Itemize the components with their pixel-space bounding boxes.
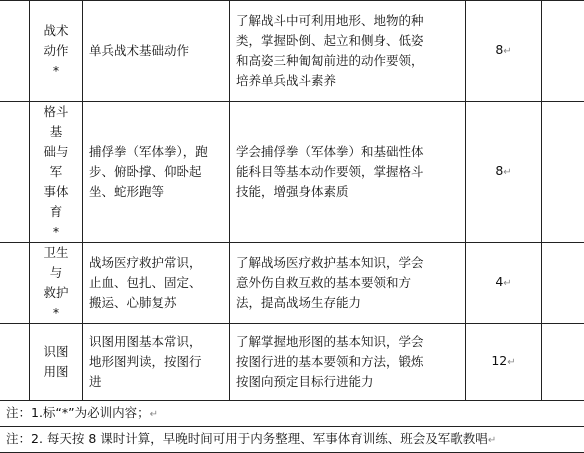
table-row	[0, 324, 584, 401]
blank-cell	[0, 324, 30, 401]
paragraph-mark-icon: ↵	[507, 357, 515, 368]
content-line: 坐、蛇形跑等	[89, 182, 223, 202]
requirement-cell	[230, 1, 466, 102]
note-cell	[0, 427, 584, 453]
note-text: 注：1.标“*”为必训内容；	[6, 405, 150, 420]
blank-cell	[542, 102, 584, 243]
category-line: 格斗基	[34, 102, 78, 142]
requirement-line: 了解战斗中可利用地形、地物的种	[236, 11, 459, 31]
category-line: 卫生与	[34, 243, 78, 283]
content-line: 进	[89, 372, 223, 392]
requirement-line: 能科目等基本动作要领，掌握格斗	[236, 162, 459, 182]
category-line: *	[49, 61, 63, 81]
category-line: 战术	[39, 21, 72, 41]
requirement-line: 培养单兵战斗素养	[236, 71, 459, 91]
requirement-cell	[230, 324, 466, 401]
hours-cell	[466, 243, 542, 324]
paragraph-mark-icon: ↵	[503, 46, 511, 57]
content-line: 单兵战术基础动作	[89, 41, 223, 61]
category-line: 救护	[39, 283, 72, 303]
requirement-line: 类，掌握卧倒、起立和侧身、低姿	[236, 31, 459, 51]
category-cell	[30, 324, 83, 401]
blank-cell	[0, 243, 30, 324]
content-line: 止血、包扎、固定、	[89, 273, 223, 293]
content-cell	[83, 243, 230, 324]
hours-value: 12	[491, 353, 507, 368]
table-row	[0, 243, 584, 324]
blank-cell	[0, 1, 30, 102]
paragraph-mark-icon: ↵	[503, 167, 511, 178]
category-line: 础与军	[34, 142, 78, 182]
content-cell	[83, 102, 230, 243]
category-cell	[30, 1, 83, 102]
category-line: 动作	[39, 41, 72, 61]
hours-value: 4	[495, 274, 503, 289]
content-line: 识图用图基本常识，	[89, 332, 223, 352]
category-line: 用图	[39, 362, 72, 382]
category-line: 识图	[39, 342, 72, 362]
content-line: 战场医疗救护常识，	[89, 253, 223, 273]
requirement-line: 意外伤自救互救的基本要领和方	[236, 273, 459, 293]
content-line: 步、俯卧撑、仰卧起	[89, 162, 223, 182]
requirement-line: 和高姿三种匍匐前进的动作要领，	[236, 51, 459, 71]
blank-cell	[0, 102, 30, 243]
table-row	[0, 102, 584, 243]
category-line: 事体育	[34, 182, 78, 222]
requirement-line: 学会捕俘拳（军体拳）和基础性体	[236, 142, 459, 162]
category-cell	[30, 102, 83, 243]
hours-cell	[466, 324, 542, 401]
category-line: *	[49, 303, 63, 323]
content-cell	[83, 1, 230, 102]
blank-cell	[542, 243, 584, 324]
category-cell	[30, 243, 83, 324]
note-row	[0, 427, 584, 453]
paragraph-mark-icon: ↵	[150, 409, 158, 420]
note-row	[0, 401, 584, 427]
hours-value: 8	[495, 163, 503, 178]
table-row	[0, 1, 584, 102]
hours-cell	[466, 1, 542, 102]
requirement-line: 技能，增强身体素质	[236, 182, 459, 202]
content-line: 捕俘拳（军体拳），跑	[89, 142, 223, 162]
note-cell	[0, 401, 584, 427]
requirement-line: 按图向预定目标行进能力	[236, 372, 459, 392]
content-cell	[83, 324, 230, 401]
content-line: 地形图判读，按图行	[89, 352, 223, 372]
requirement-line: 法，提高战场生存能力	[236, 293, 459, 313]
category-line: *	[49, 222, 63, 242]
requirement-cell	[230, 102, 466, 243]
hours-value: 8	[495, 42, 503, 57]
requirement-line: 了解掌握地形图的基本知识，学会	[236, 332, 459, 352]
blank-cell	[542, 324, 584, 401]
requirement-cell	[230, 243, 466, 324]
paragraph-mark-icon: ↵	[488, 435, 496, 446]
paragraph-mark-icon: ↵	[503, 278, 511, 289]
requirement-line: 了解战场医疗救护基本知识，学会	[236, 253, 459, 273]
blank-cell	[542, 1, 584, 102]
hours-cell	[466, 102, 542, 243]
content-line: 搬运、心肺复苏	[89, 293, 223, 313]
note-text: 注：2. 每天按 8 课时计算，早晚时间可用于内务整理、军事体育训练、班会及军歌教唱	[6, 431, 488, 446]
requirement-line: 按图行进的基本要领和方法，锻炼	[236, 352, 459, 372]
